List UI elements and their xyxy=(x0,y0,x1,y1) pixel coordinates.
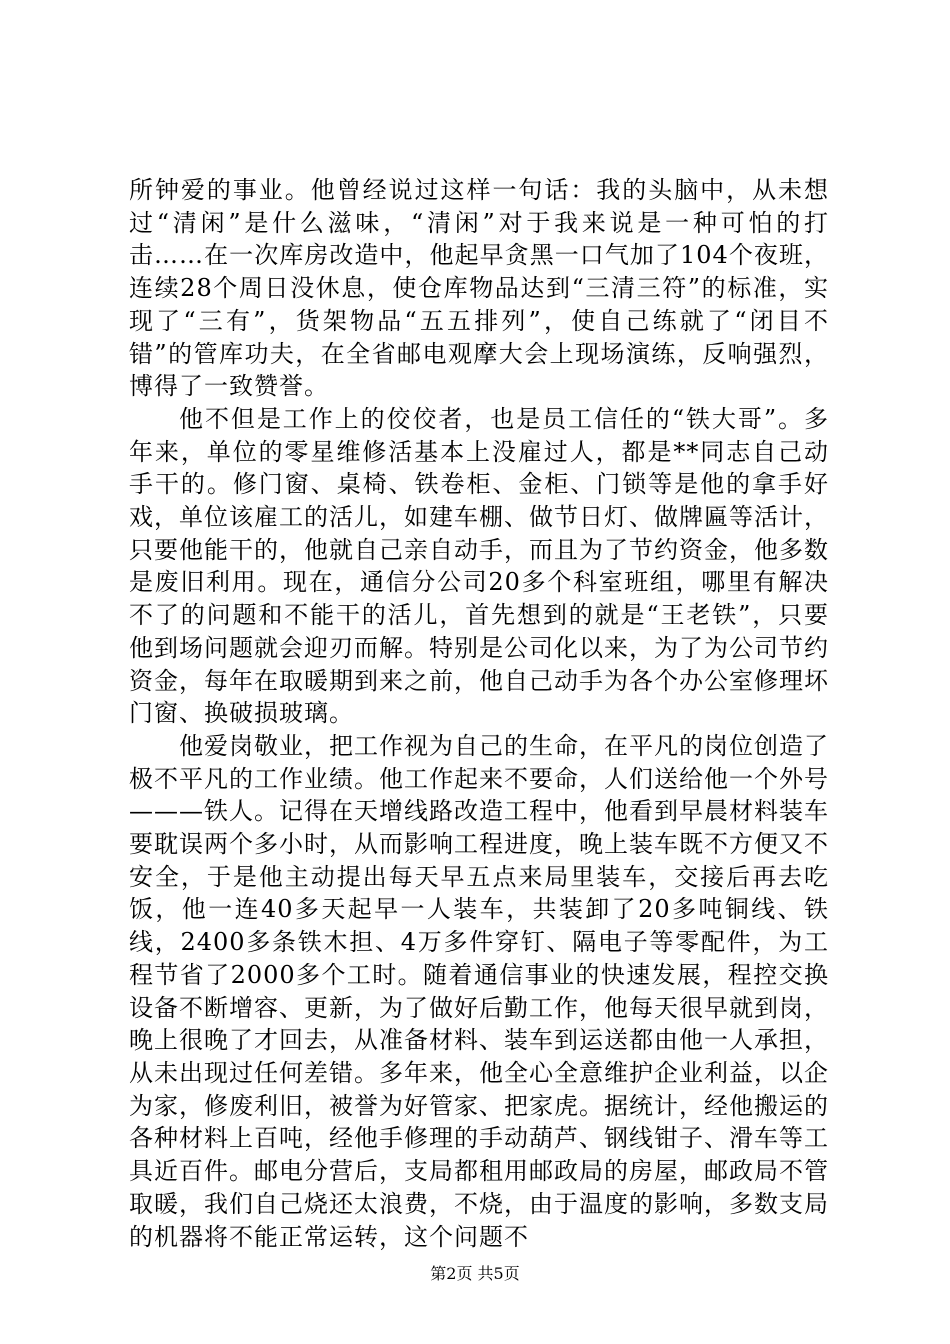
page-footer: 第2页 共5页 xyxy=(430,1264,520,1283)
paragraph-3: 他爱岗敬业，把工作视为自己的生命，在平凡的岗位创造了极不平凡的工作业绩。他工作起来不要命，人们送给他一个外号———铁人。记得在天增线路改造工程中，他看到早晨材料装车要耽误两个多小时，从而影响工程进度，晚上装车既不方便又不安全，于是他主动提出每天早五点来局里装车，交接后再去吃饭，他一连40多天起早一人装车，共装卸了20多吨铜线、铁线，2400多条铁木担、4万多件穿钉、隔电子等零配件，为工程节省了2000多个工时。随着通信事业的快速发展，程控交换设备不断增容、更新，为了做好后勤工作，他每天很早就到岗，晚上很晚了才回去，从准备材料、装车到运送都由他一人承担，从未出现过任何差错。多年来，他全心全意维护企业利益，以企为家，修废利旧，被誉为好管家、把家虎。据统计，经他搬运的各种材料上百吨，经他手修理的手动葫芦、钢线钳子、滑车等工具近百件。邮电分营后，支局都租用邮政局的房屋，邮政局不管取暖，我们自己烧还太浪费，不烧，由于温度的影响，多数支局的机器将不能正常运转，这个问题不 xyxy=(129,731,829,1251)
paragraph-1: 所钟爱的事业。他曾经说过这样一句话：我的头脑中，从未想过“清闲”是什么滋味，“清闲”对于我来说是一种可怕的打击……在一次库房改造中，他起早贪黑一口气加了104个夜班，连续28个周日没休息，使仓库物品达到“三清三符”的标准，实现了“三有”，货架物品“五五排列”，使自己练就了“闭目不错”的管库功夫，在全省邮电观摩大会上现场演练，反响强烈，博得了一致赞誉。 xyxy=(129,176,829,401)
paragraph-2: 他不但是工作上的佼佼者，也是员工信任的“铁大哥”。多年来，单位的零星维修活基本上没雇过人，都是**同志自己动手干的。修门窗、桌椅、铁卷柜、金柜、门锁等是他的拿手好戏，单位该雇工的活儿，如建车棚、做节日灯、做牌匾等活计，只要他能干的，他就自己亲自动手，而且为了节约资金，他多数是废旧利用。现在，通信分公司20多个科室班组，哪里有解决不了的问题和不能干的活儿，首先想到的就是“王老铁”，只要他到场问题就会迎刃而解。特别是公司化以来，为了为公司节约资金，每年在取暖期到来之前，他自己动手为各个办公室修理坏门窗、换破损玻璃。 xyxy=(129,404,829,728)
document-body xyxy=(129,174,829,1253)
